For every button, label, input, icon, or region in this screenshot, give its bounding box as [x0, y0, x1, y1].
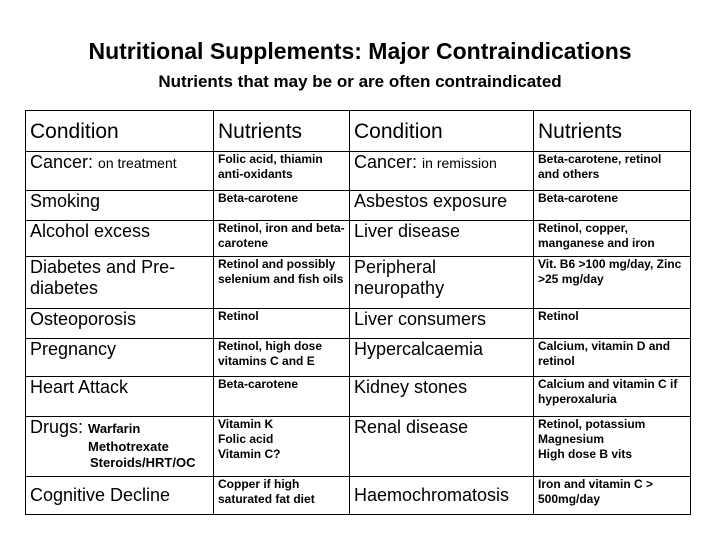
nutrients-cell: Folic acid, thiamin anti-oxidants	[214, 152, 350, 191]
table-row	[26, 377, 691, 417]
contraindications-table	[25, 110, 691, 515]
header-nutrients-1: Nutrients	[214, 111, 350, 152]
condition-cell	[26, 152, 214, 191]
nutrients-cell: Retinol	[534, 309, 691, 339]
condition-cell: Osteoporosis	[26, 309, 214, 339]
condition-cell: Kidney stones	[350, 377, 534, 417]
condition-cell: Heart Attack	[26, 377, 214, 417]
condition-cell: Asbestos exposure	[350, 191, 534, 221]
condition-cell: Cognitive Decline	[26, 477, 214, 515]
nutrients-cell: Beta-carotene	[214, 191, 350, 221]
table-row	[26, 339, 691, 377]
nutrient-line: Folic acid	[218, 432, 274, 446]
nutrients-cell: Retinol, high dose vitamins C and E	[214, 339, 350, 377]
condition-cell: Peripheral neuropathy	[350, 257, 534, 309]
nutrients-cell: Beta-carotene	[534, 191, 691, 221]
condition-cell: Renal disease	[350, 417, 534, 477]
condition-cell	[26, 417, 214, 477]
condition-label: Drugs:	[30, 417, 84, 437]
condition-sub-label: in remission	[422, 155, 497, 171]
table-row	[26, 477, 691, 515]
condition-sub-label: Warfarin	[88, 421, 141, 436]
nutrient-line: Vitamin K	[218, 417, 274, 431]
header-condition-2: Condition	[350, 111, 534, 152]
table-row	[26, 191, 691, 221]
nutrients-cell: Retinol	[214, 309, 350, 339]
condition-cell: Pregnancy	[26, 339, 214, 377]
condition-sub-label: on treatment	[98, 155, 177, 171]
nutrients-cell: Iron and vitamin C > 500mg/day	[534, 477, 691, 515]
condition-extra-line: Steroids/HRT/OC	[90, 455, 196, 470]
nutrient-line: High dose B vits	[538, 447, 633, 461]
table-row	[26, 221, 691, 257]
condition-cell: Hypercalcaemia	[350, 339, 534, 377]
table-row	[26, 257, 691, 309]
nutrients-cell: Retinol, iron and beta-carotene	[214, 221, 350, 257]
condition-cell	[350, 152, 534, 191]
condition-label: Cancer:	[354, 152, 418, 172]
condition-cell: Liver consumers	[350, 309, 534, 339]
condition-cell: Liver disease	[350, 221, 534, 257]
page-subtitle: Nutrients that may be or are often contraindicated	[158, 72, 562, 91]
condition-cell: Alcohol excess	[26, 221, 214, 257]
nutrients-cell	[534, 417, 691, 477]
nutrient-line: Retinol, potassium	[538, 417, 646, 431]
nutrients-cell: Vit. B6 >100 mg/day, Zinc >25 mg/day	[534, 257, 691, 309]
condition-label: Cancer:	[30, 152, 94, 172]
header-condition-1: Condition	[26, 111, 214, 152]
nutrients-cell: Retinol, copper, manganese and iron	[534, 221, 691, 257]
page-title: Nutritional Supplements: Major Contraindications	[88, 38, 632, 64]
nutrients-cell	[214, 417, 350, 477]
condition-cell: Diabetes and Pre-diabetes	[26, 257, 214, 309]
table-row	[26, 417, 691, 477]
nutrients-cell: Calcium, vitamin D and retinol	[534, 339, 691, 377]
nutrients-cell: Retinol and possibly selenium and fish oils	[214, 257, 350, 309]
nutrients-cell: Beta-carotene, retinol and others	[534, 152, 691, 191]
condition-cell: Smoking	[26, 191, 214, 221]
table-row	[26, 152, 691, 191]
nutrient-line: Vitamin C?	[218, 447, 281, 461]
nutrients-cell: Calcium and vitamin C if hyperoxaluria	[534, 377, 691, 417]
table-header-row	[26, 111, 691, 152]
nutrients-cell: Beta-carotene	[214, 377, 350, 417]
table-row	[26, 309, 691, 339]
nutrients-cell: Copper if high saturated fat diet	[214, 477, 350, 515]
condition-cell: Haemochromatosis	[350, 477, 534, 515]
condition-extra-line: Methotrexate	[88, 439, 169, 454]
header-nutrients-2: Nutrients	[534, 111, 691, 152]
nutrient-line: Magnesium	[538, 432, 605, 446]
